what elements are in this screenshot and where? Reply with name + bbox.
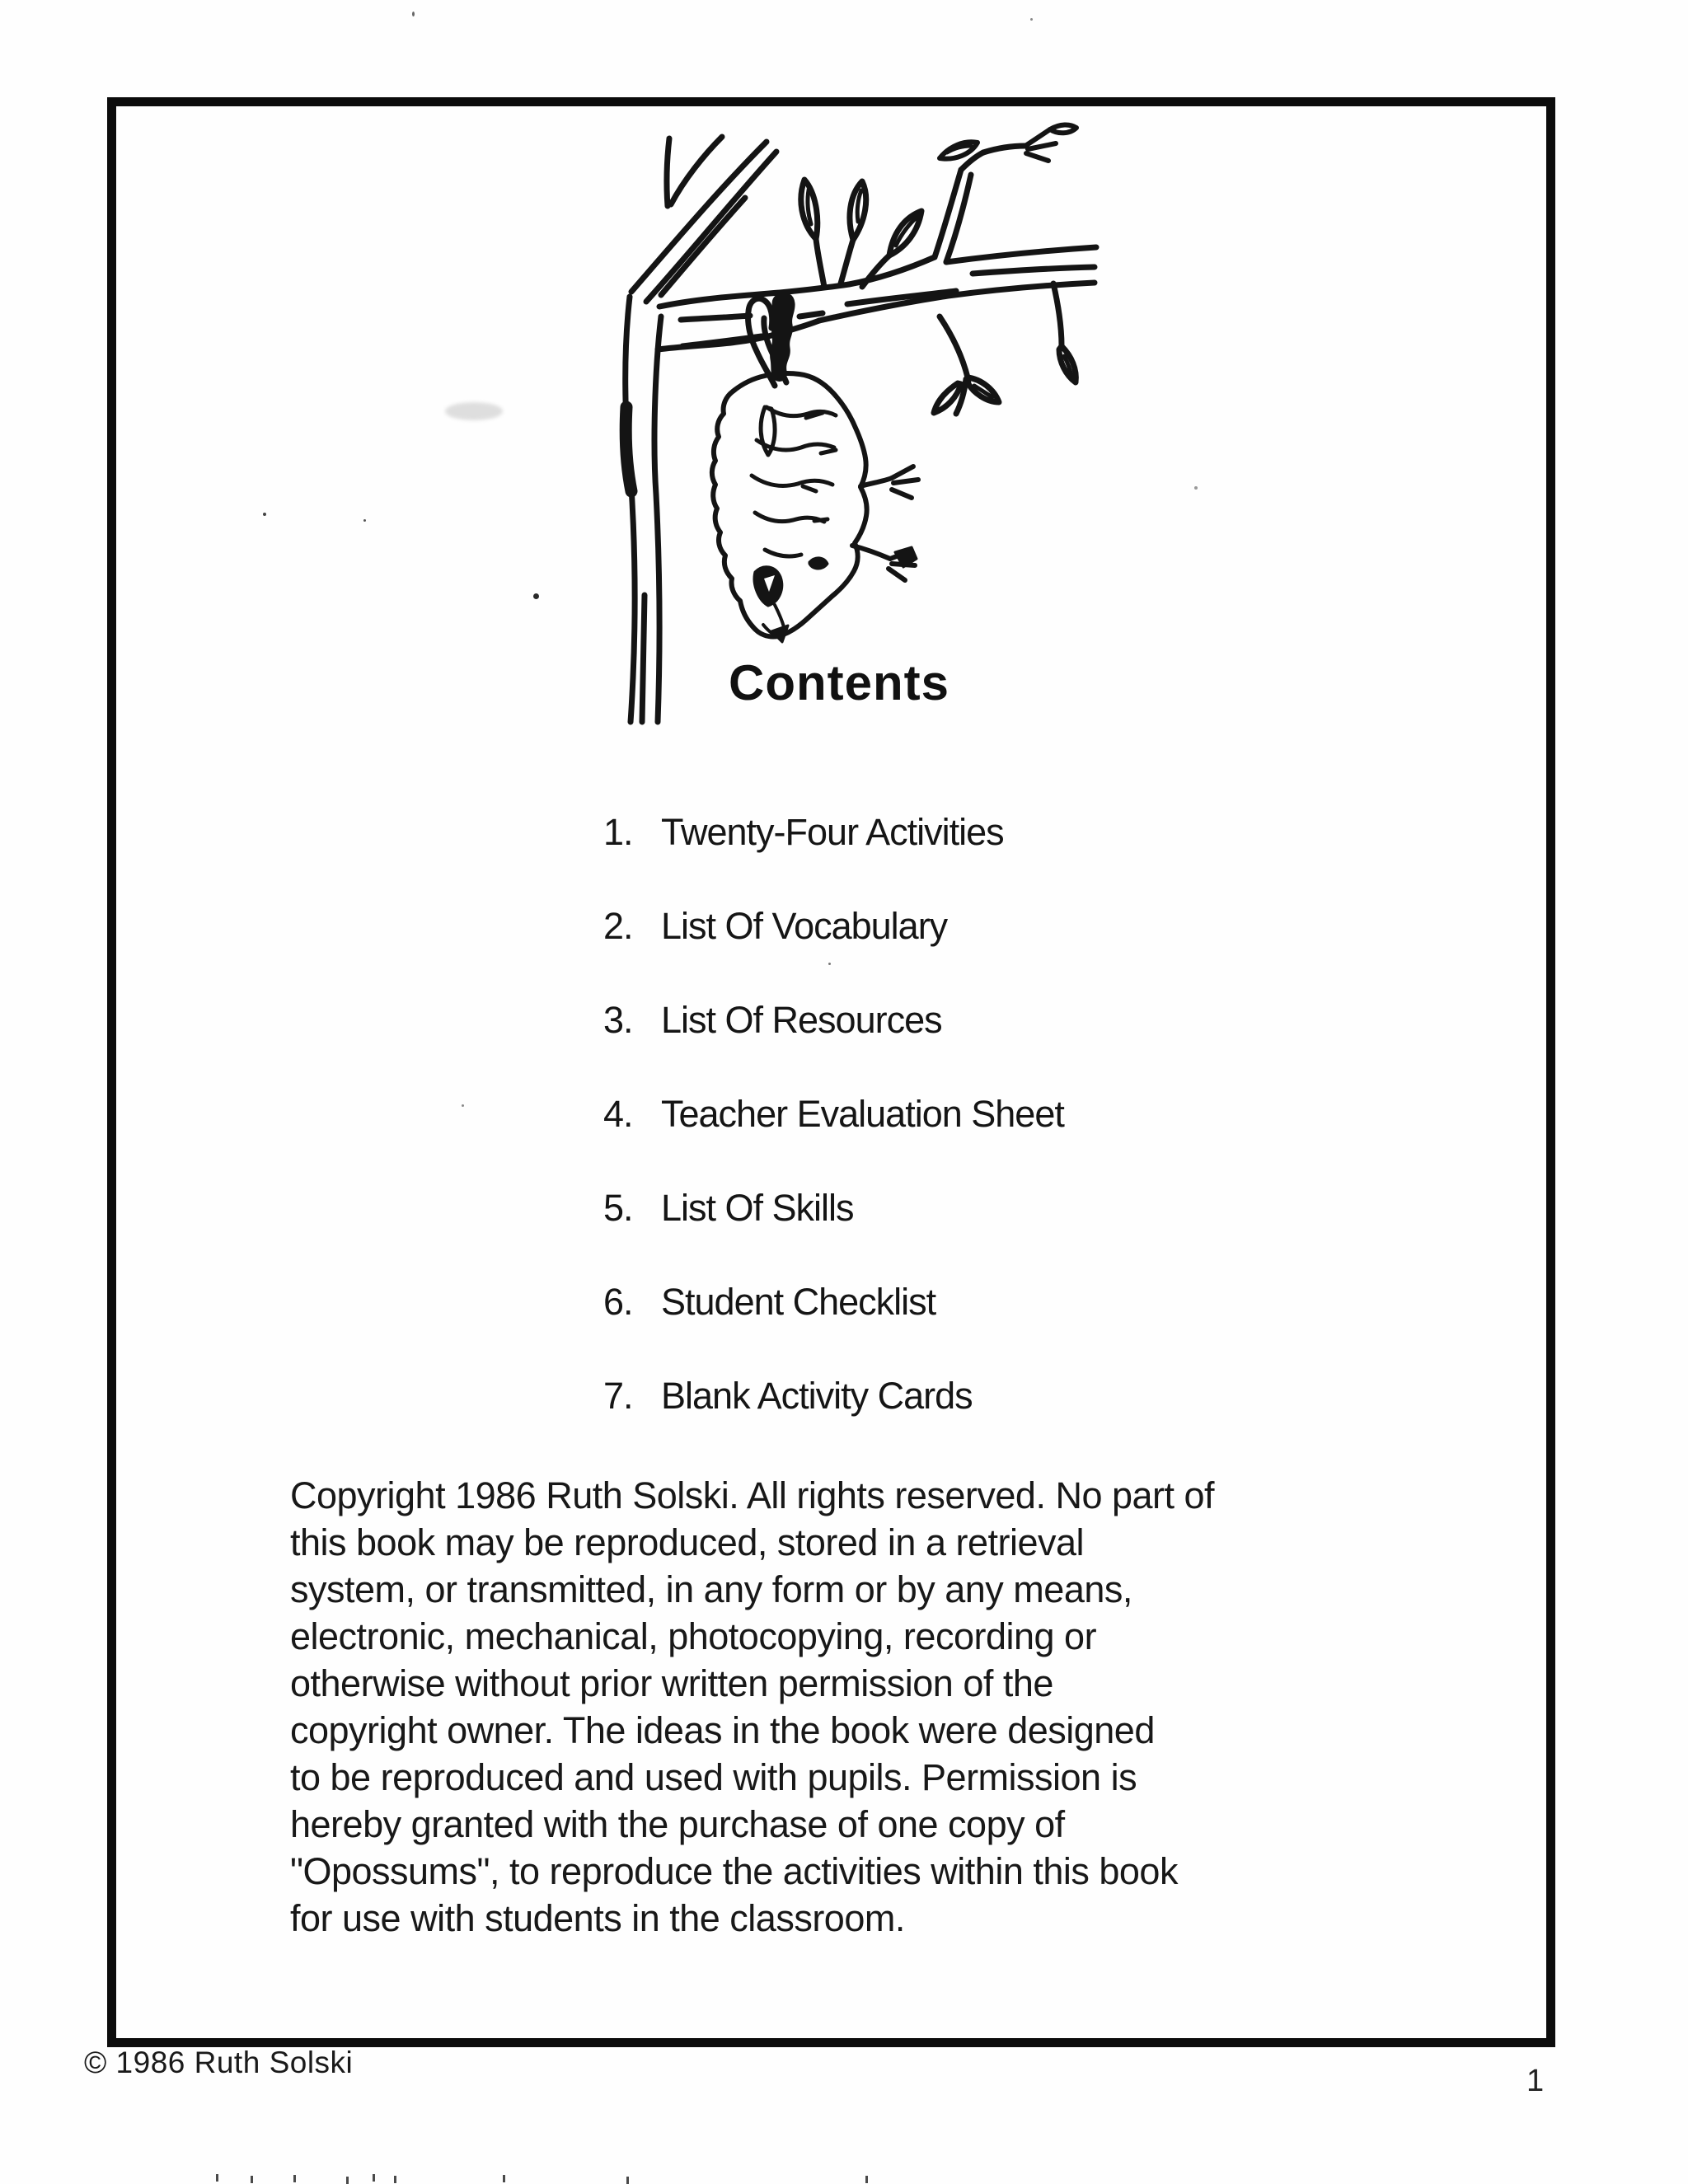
list-item-label: Blank Activity Cards (661, 1375, 973, 1417)
copyright-line: system, or transmitted, in any form or by any means, (290, 1568, 1132, 1610)
tree-trunk (626, 297, 661, 722)
scan-tick (394, 2176, 396, 2183)
tree-upper-fork (935, 124, 1076, 262)
opossum-body (712, 373, 867, 637)
scan-speckle (1030, 18, 1033, 21)
list-item (603, 999, 1064, 1042)
copyright-line: "Opossums", to reproduce the activities within this book (290, 1850, 1178, 1892)
list-item-label: Twenty-Four Activities (661, 811, 1004, 853)
scan-speckle (263, 513, 266, 516)
scan-tick (865, 2176, 868, 2183)
list-item (603, 811, 1064, 854)
list-item-number: 1. (603, 811, 633, 853)
scan-tick (346, 2177, 349, 2184)
scan-tick (626, 2177, 629, 2184)
copyright-line: for use with students in the classroom. (290, 1897, 905, 1939)
page-number: 1 (1526, 2064, 1545, 2098)
list-item-label: List Of Skills (661, 1187, 854, 1229)
copyright-line: to be reproduced and used with pupils. Permission is (290, 1756, 1137, 1798)
tree-leaf-right (1053, 284, 1076, 382)
copyright-notice (290, 1472, 1395, 1942)
scan-speckle (828, 963, 831, 965)
tree-main-branch (658, 247, 1096, 349)
footer-copyright: © 1986 Ruth Solski (84, 2046, 354, 2079)
list-item (603, 1375, 1064, 1418)
tree-diagonal-branch (631, 142, 776, 302)
scan-smudge (445, 402, 503, 420)
scan-tick (503, 2175, 505, 2182)
list-item-label: Teacher Evaluation Sheet (661, 1093, 1064, 1135)
scan-speckle (1194, 486, 1198, 490)
list-item-label: Student Checklist (661, 1281, 936, 1323)
list-item-number: 4. (603, 1093, 633, 1135)
scan-speckle (462, 1104, 464, 1107)
list-item-number: 7. (603, 1375, 633, 1417)
opossum-illustration (559, 101, 1103, 727)
scan-speckle (412, 12, 415, 16)
list-item (603, 1093, 1064, 1136)
copyright-line: hereby granted with the purchase of one copy of (290, 1803, 1065, 1845)
list-item (603, 1187, 1064, 1230)
list-item (603, 905, 1064, 948)
scan-speckle (363, 519, 366, 522)
scan-tick (251, 2176, 253, 2183)
list-item-number: 6. (603, 1281, 633, 1323)
copyright-line: otherwise without prior written permission of the (290, 1662, 1053, 1704)
scan-tick (293, 2175, 296, 2182)
copyright-line: Copyright 1986 Ruth Solski. All rights reserved. No part of (290, 1474, 1215, 1516)
list-item-number: 5. (603, 1187, 633, 1229)
list-item-number: 3. (603, 999, 633, 1041)
list-item-label: List Of Resources (661, 999, 942, 1041)
copyright-line: electronic, mechanical, photocopying, recording or (290, 1615, 1097, 1657)
list-item-number: 2. (603, 905, 633, 947)
copyright-line: copyright owner. The ideas in the book were designed (290, 1709, 1155, 1751)
tree-leaves-drooping (934, 316, 999, 414)
contents-list (603, 811, 1064, 1469)
list-item (603, 1281, 1064, 1324)
copyright-line: this book may be reproduced, stored in a retrieval (290, 1521, 1085, 1563)
page-title: Contents (729, 655, 950, 710)
scan-tick (373, 2174, 375, 2182)
list-item-label: List Of Vocabulary (661, 905, 948, 947)
scan-speckle (533, 593, 539, 599)
scan-tick (216, 2174, 218, 2182)
